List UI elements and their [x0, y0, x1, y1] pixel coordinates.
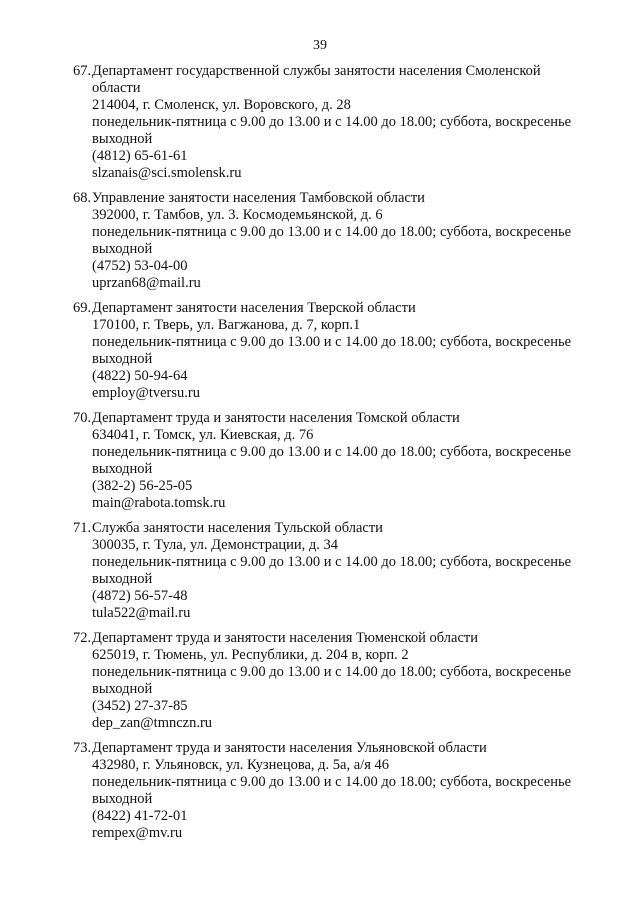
entry-number: 70. [73, 410, 92, 426]
agency-list [73, 63, 603, 850]
working-hours-continued: выходной [92, 681, 153, 697]
agency-title-continued: области [92, 80, 141, 96]
entry-number: 72. [73, 630, 92, 646]
email-address: uprzan68@mail.ru [92, 275, 201, 291]
list-item [73, 740, 603, 842]
list-item [73, 520, 603, 622]
agency-title: Служба занятости населения Тульской области [92, 520, 383, 536]
agency-address: 214004, г. Смоленск, ул. Воровского, д. 28 [92, 97, 351, 113]
page-number: 39 [313, 38, 327, 53]
working-hours: понедельник-пятница с 9.00 до 13.00 и с 14.00 до 18.00; суббота, воскресенье [92, 554, 572, 570]
working-hours-continued: выходной [92, 461, 153, 477]
agency-address: 432980, г. Ульяновск, ул. Кузнецова, д. 5а, а/я 46 [92, 757, 389, 773]
agency-title: Управление занятости населения Тамбовской области [92, 190, 425, 206]
entry-number: 68. [73, 190, 92, 206]
email-address: employ@tversu.ru [92, 385, 200, 401]
working-hours-continued: выходной [92, 791, 153, 807]
list-item [73, 410, 603, 512]
entry-number: 71. [73, 520, 92, 536]
phone-number: (4822) 50-94-64 [92, 368, 188, 384]
phone-number: (4872) 56-57-48 [92, 588, 188, 604]
phone-number: (4812) 65-61-61 [92, 148, 188, 164]
working-hours: понедельник-пятница с 9.00 до 13.00 и с 14.00 до 18.00; суббота, воскресенье [92, 114, 572, 130]
phone-number: (3452) 27-37-85 [92, 698, 188, 714]
phone-number: (382-2) 56-25-05 [92, 478, 193, 494]
agency-address: 170100, г. Тверь, ул. Вагжанова, д. 7, корп.1 [92, 317, 361, 333]
working-hours: понедельник-пятница с 9.00 до 13.00 и с 14.00 до 18.00; суббота, воскресенье [92, 224, 572, 240]
agency-title: Департамент труда и занятости населения Тюменской области [92, 630, 479, 646]
working-hours-continued: выходной [92, 131, 153, 147]
entry-number: 67. [73, 63, 92, 79]
working-hours: понедельник-пятница с 9.00 до 13.00 и с 14.00 до 18.00; суббота, воскресенье [92, 664, 572, 680]
working-hours: понедельник-пятница с 9.00 до 13.00 и с 14.00 до 18.00; суббота, воскресенье [92, 774, 572, 790]
working-hours-continued: выходной [92, 571, 153, 587]
agency-address: 625019, г. Тюмень, ул. Республики, д. 204 в, корп. 2 [92, 647, 409, 663]
working-hours: понедельник-пятница с 9.00 до 13.00 и с 14.00 до 18.00; суббота, воскресенье [92, 334, 572, 350]
email-address: rempex@mv.ru [92, 825, 183, 841]
phone-number: (8422) 41-72-01 [92, 808, 188, 824]
list-item [73, 630, 603, 732]
entry-number: 69. [73, 300, 92, 316]
agency-address: 392000, г. Тамбов, ул. 3. Космодемьянской, д. 6 [92, 207, 383, 223]
working-hours-continued: выходной [92, 351, 153, 367]
working-hours-continued: выходной [92, 241, 153, 257]
phone-number: (4752) 53-04-00 [92, 258, 188, 274]
working-hours: понедельник-пятница с 9.00 до 13.00 и с 14.00 до 18.00; суббота, воскресенье [92, 444, 572, 460]
agency-address: 300035, г. Тула, ул. Демонстрации, д. 34 [92, 537, 339, 553]
agency-title: Департамент государственной службы занятости населения Смоленской [92, 63, 541, 79]
list-item [73, 63, 603, 182]
email-address: tula522@mail.ru [92, 605, 191, 621]
list-item [73, 190, 603, 292]
agency-title: Департамент занятости населения Тверской области [92, 300, 416, 316]
agency-title: Департамент труда и занятости населения Томской области [92, 410, 460, 426]
list-item [73, 300, 603, 402]
email-address: slzanais@sci.smolensk.ru [92, 165, 242, 181]
email-address: dep_zan@tmnczn.ru [92, 715, 213, 731]
entry-number: 73. [73, 740, 92, 756]
agency-title: Департамент труда и занятости населения Ульяновской области [92, 740, 487, 756]
agency-address: 634041, г. Томск, ул. Киевская, д. 76 [92, 427, 314, 443]
email-address: main@rabota.tomsk.ru [92, 495, 226, 511]
